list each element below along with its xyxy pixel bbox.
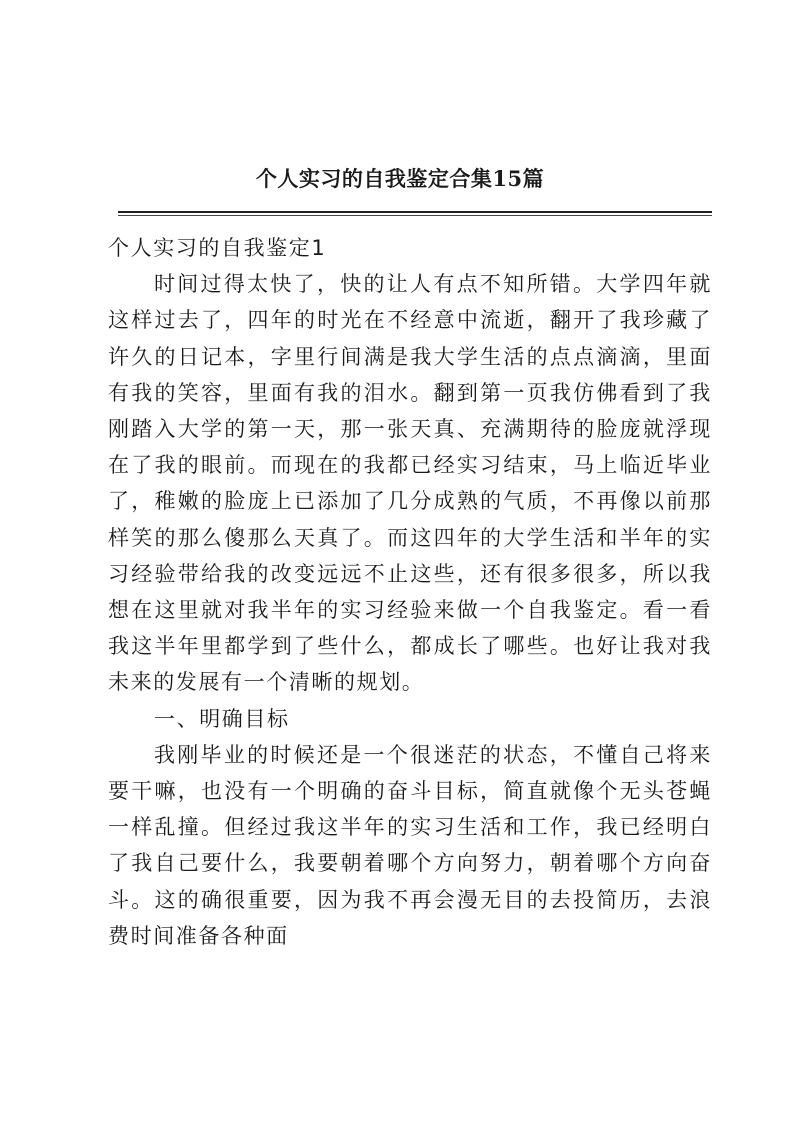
title-divider-thin	[118, 215, 712, 216]
title-divider-thick	[118, 211, 712, 213]
document-body	[108, 230, 712, 954]
paragraph-intro: 时间过得太快了，快的让人有点不知所错。大学四年就这样过去了，四年的时光在不经意中流逝，翻开了我珍藏了许久的日记本，字里行间满是我大学生活的点点滴滴，里面有我的笑容，里面有我的泪水。翻到第一页我仿佛看到了我刚踏入大学的第一天，那一张天真、充满期待的脸庞就浮现在了我的眼前。而现在的我都已经实习结束，马上临近毕业了，稚嫩的脸庞上已添加了几分成熟的气质，不再像以前那样笑的那么傻那么天真了。而这四年的大学生活和半年的实习经验带给我的改变远远不止这些，还有很多很多，所以我想在这里就对我半年的实习经验来做一个自我鉴定。看一看我这半年里都学到了些什么，都成长了哪些。也好让我对我未来的发展有一个清晰的规划。	[108, 272, 712, 695]
paragraph-clear-goal: 我刚毕业的时候还是一个很迷茫的状态，不懂自己将来要干嘛，也没有一个明确的奋斗目标，简直就像个无头苍蝇一样乱撞。但经过我这半年的实习生活和工作，我已经明白了我自己要什么，我要朝着哪个方向努力，朝着哪个方向奋斗。这的确很重要，因为我不再会漫无目的去投简历，去浪费时间准备各种面	[108, 742, 712, 948]
section-heading: 个人实习的自我鉴定1	[108, 236, 327, 260]
subheading-clear-goal: 一、明确目标	[154, 706, 290, 731]
document-title: 个人实习的自我鉴定合集15篇	[255, 166, 545, 191]
